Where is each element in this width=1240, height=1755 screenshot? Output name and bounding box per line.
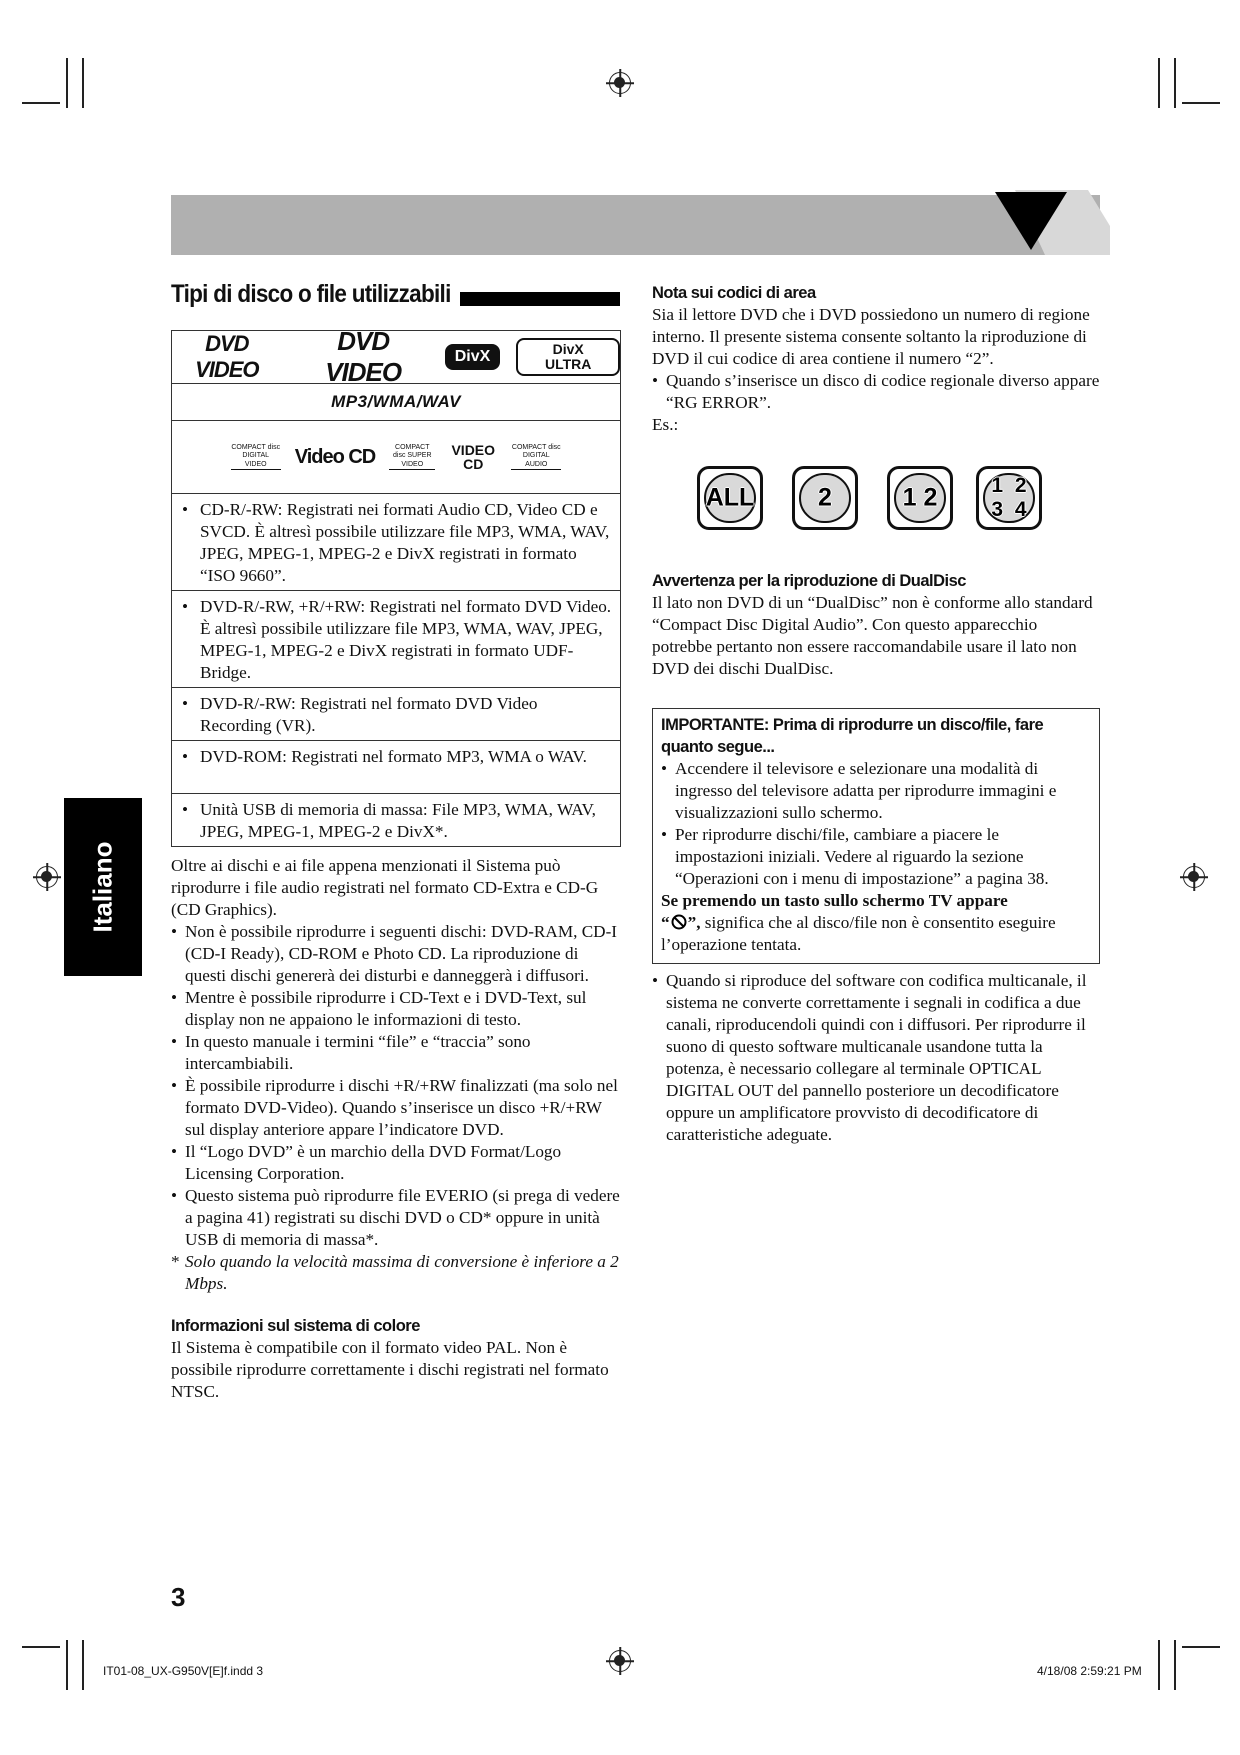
- important-box: [652, 708, 1100, 964]
- region-all-icon: ALL: [697, 466, 763, 530]
- list-item: • Quando s’inserisce un disco di codice regionale diverso appare “RG ERROR”.: [652, 370, 1100, 414]
- crop-mark: [22, 1646, 60, 1648]
- list-item: • In questo manuale i termini “file” e “traccia” sono intercambiabili.: [171, 1031, 621, 1075]
- dualdisc-heading: Avvertenza per la riproduzione di DualDisc: [652, 572, 966, 590]
- title-rule: [460, 292, 620, 306]
- color-system-heading: Informazioni sul sistema di colore: [171, 1317, 420, 1335]
- registration-mark-icon: [36, 866, 58, 888]
- tv-note: [661, 890, 1091, 956]
- section-title: Tipi di disco o file utilizzabili: [171, 280, 451, 308]
- divx-logo: DivX: [445, 344, 501, 370]
- intro-text: Oltre ai dischi e ai file appena menzionati il Sistema può riprodurre i file audio registrati nel formato CD-Extra e CD-G (CD Graphics).: [171, 856, 599, 919]
- list-item: • Non è possibile riprodurre i seguenti dischi: DVD-RAM, CD-I (CD-I Ready), CD-ROM e Photo CD. La riproduzione di questi dischi genererà dei disturbi e danneggerà i diffusori.: [171, 921, 621, 987]
- tv-note-quote-close: ”,: [687, 913, 701, 932]
- crop-mark: [66, 1640, 68, 1690]
- video-cd-disc-logo: VIDEO CD: [451, 442, 496, 472]
- crop-mark: [1158, 1640, 1160, 1690]
- crop-mark: [1174, 58, 1176, 108]
- dvd-video-logo: DVD VIDEO: [195, 331, 259, 382]
- tv-note-quote-open: “: [661, 913, 670, 932]
- region-note: [652, 282, 1100, 436]
- footer-timestamp: 4/18/08 2:59:21 PM: [1037, 1664, 1142, 1678]
- footnote: [171, 1251, 621, 1295]
- list-item: • CD-R/-RW: Registrati nei formati Audio CD, Video CD e SVCD. È altresì possibile utilizzare file MP3, WMA, WAV, JPEG, MPEG-1, MPEG-2 e DivX registrati in formato “ISO 9660”.: [172, 494, 620, 590]
- multichannel-note: [652, 970, 1100, 1146]
- cd-logo-row: [172, 421, 620, 493]
- footer-file-name: IT01-08_UX-G950V[E]f.indd 3: [103, 1664, 264, 1678]
- header-bar: [171, 195, 1100, 255]
- corner-triangle-icon: [985, 190, 1110, 256]
- color-system-text: Il Sistema è compatibile con il formato video PAL. Non è possibile riprodurre correttamente i dischi registrati nel formato NTSC.: [171, 1338, 609, 1401]
- crop-mark: [1158, 58, 1160, 108]
- list-item: • Unità USB di memoria di massa: File MP3, WMA, WAV, JPEG, MPEG-1, MPEG-2 e DivX*.: [172, 794, 620, 846]
- list-item: • Questo sistema può riprodurre file EVERIO (si prega di vedere a pagina 41) registrati su dischi DVD o CD* oppure in unità USB di memoria di massa*.: [171, 1185, 621, 1251]
- region-1-2-icon: 1 2: [887, 466, 953, 530]
- tv-note-rest: significa che al disco/file non è consentito eseguire l’operazione tentata.: [661, 913, 1056, 954]
- region-heading: Nota sui codici di area: [652, 284, 816, 302]
- compact-disc-super-video-logo: COMPACT disc SUPER VIDEO: [389, 444, 435, 470]
- footnote-mark: *: [171, 1252, 180, 1271]
- left-body: [171, 855, 621, 1403]
- list-item: • Mentre è possibile riprodurre i CD-Text e i DVD-Text, sul display non ne appaiono le informazioni di testo.: [171, 987, 621, 1031]
- region-1-2-3-4-icon: 1 2 3 4: [976, 466, 1042, 530]
- tv-note-bold: Se premendo un tasto sullo schermo TV appare: [661, 891, 1008, 910]
- list-item: • DVD-R/-RW: Registrati nel formato DVD Video Recording (VR).: [172, 688, 620, 740]
- language-label: Italiano: [87, 841, 118, 933]
- registration-mark-icon: [609, 72, 631, 94]
- compact-disc-digital-audio-logo: COMPACT disc DIGITAL AUDIO: [511, 444, 561, 470]
- crop-mark: [22, 102, 60, 104]
- disc-types-table: [171, 326, 621, 847]
- dualdisc-section: [652, 570, 1100, 680]
- footnote-text: Solo quando la velocità massima di conversione è inferiore a 2 Mbps.: [185, 1252, 619, 1293]
- list-item: • Il “Logo DVD” è un marchio della DVD Format/Logo Licensing Corporation.: [171, 1141, 621, 1185]
- prohibited-icon: [670, 914, 688, 930]
- registration-mark-icon: [1183, 866, 1205, 888]
- dualdisc-text: Il lato non DVD di un “DualDisc” non è conforme allo standard “Compact Disc Digital Audio”. Con questo apparecchio potrebbe pertanto non essere raccomandabile usare il lato non DVD dei dischi DualDisc.: [652, 593, 1093, 678]
- crop-mark: [1174, 1640, 1176, 1690]
- crop-mark: [82, 58, 84, 108]
- dvd-video-logo-2: DVD VIDEO: [325, 326, 402, 387]
- video-cd-logo: Video CD: [294, 445, 376, 468]
- important-heading: IMPORTANTE: Prima di riprodurre un disco/file, fare quanto segue...: [661, 716, 1044, 756]
- example-label: Es.:: [652, 415, 679, 434]
- dvd-divx-logo-row: [172, 326, 620, 387]
- list-item: • Accendere il televisore e selezionare una modalità di ingresso del televisore adatta per riprodurre immagini e visualizzazioni sullo schermo.: [661, 758, 1091, 824]
- page-number: 3: [171, 1582, 186, 1612]
- list-item: • È possibile riprodurre i dischi +R/+RW finalizzati (ma solo nel formato DVD-Video). Quando s’inserisce un disco +R/+RW sul display anteriore appare l’indicatore DVD.: [171, 1075, 621, 1141]
- crop-mark: [82, 1640, 84, 1690]
- list-item: • DVD-R/-RW, +R/+RW: Registrati nel formato DVD Video. È altresì possibile utilizzare file MP3, WMA, WAV, JPEG, MPEG-1, MPEG-2 e DivX registrati in formato UDF-Bridge.: [172, 591, 620, 687]
- crop-mark: [66, 58, 68, 108]
- list-item: • DVD-ROM: Registrati nel formato MP3, WMA o WAV.: [172, 741, 620, 771]
- divx-ultra-logo: DivX ULTRA: [516, 338, 620, 377]
- registration-mark-icon: [609, 1650, 631, 1672]
- region-2-icon: 2: [792, 466, 858, 530]
- list-item: • Per riprodurre dischi/file, cambiare a piacere le impostazioni iniziali. Vedere al riguardo la sezione “Operazioni con i menu di impostazione” a pagina 38.: [661, 824, 1091, 890]
- region-text: Sia il lettore DVD che i DVD possiedono un numero di regione interno. Il presente sistema consente soltanto la riproduzione di DVD il cui codice di area contiene il numero “2”.: [652, 305, 1090, 368]
- list-item: • Quando si riproduce del software con codifica multicanale, il sistema ne converte correttamente i segnali in codifica a due canali, riproducendoli quindi con i diffusori. Per riprodurre il suono di questo software multicanale usandone tutta la potenza, è necessario collegare al terminale OPTICAL DIGITAL OUT del pannello posteriore un decodificatore oppure un amplificatore provvisto di decodificatore di caratteristiche adeguate.: [652, 970, 1100, 1146]
- format-header: MP3/WMA/WAV: [331, 392, 461, 411]
- compact-disc-digital-video-logo: COMPACT disc DIGITAL VIDEO: [231, 444, 281, 470]
- crop-mark: [1182, 1646, 1220, 1648]
- crop-mark: [1182, 102, 1220, 104]
- language-side-tab: [64, 798, 142, 976]
